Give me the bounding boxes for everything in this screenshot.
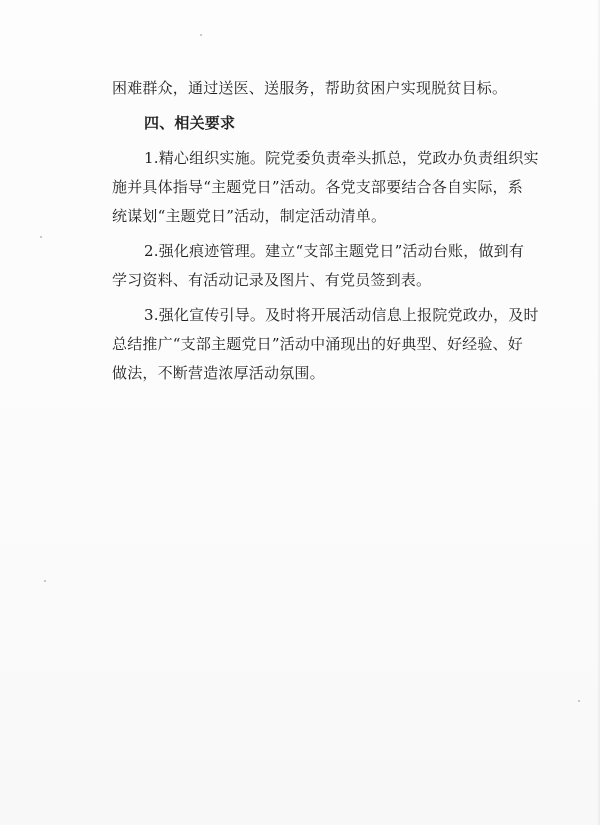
scan-speck [44,580,46,582]
paragraph-line: 施并具体指导“主题党日”活动。各党支部要结合各自实际，系 [112,178,523,196]
scan-speck [200,34,202,36]
requirement-paragraph-2 [112,237,544,295]
paragraph-line: 学习资料、有活动记录及图片、有党员签到表。 [112,271,432,289]
section-heading: 四、相关要求 [144,114,236,132]
requirement-paragraph-1 [112,144,544,231]
scan-speck [578,700,580,702]
continuation-line: 困难群众，通过送医、送服务，帮助贫困户实现脱贫目标。 [112,79,508,97]
document-body [112,74,544,388]
paragraph-line: 总结推广“支部主题党日”活动中涌现出的好典型、好经验、好 [112,335,523,353]
paragraph-line: 统谋划“主题党日”活动，制定活动清单。 [112,207,387,225]
paragraph-line: 2.强化痕迹管理。建立“支部主题党日”活动台账，做到有 [144,242,525,260]
paragraph-line: 3.强化宣传引导。及时将开展活动信息上报院党政办，及时 [144,306,539,324]
requirement-paragraph-3 [112,301,544,388]
paragraph-line: 做法，不断营造浓厚活动氛围。 [112,364,325,382]
scan-speck [40,236,42,238]
paragraph-line: 1.精心组织实施。院党委负责牵头抓总，党政办负责组织实 [144,149,539,167]
